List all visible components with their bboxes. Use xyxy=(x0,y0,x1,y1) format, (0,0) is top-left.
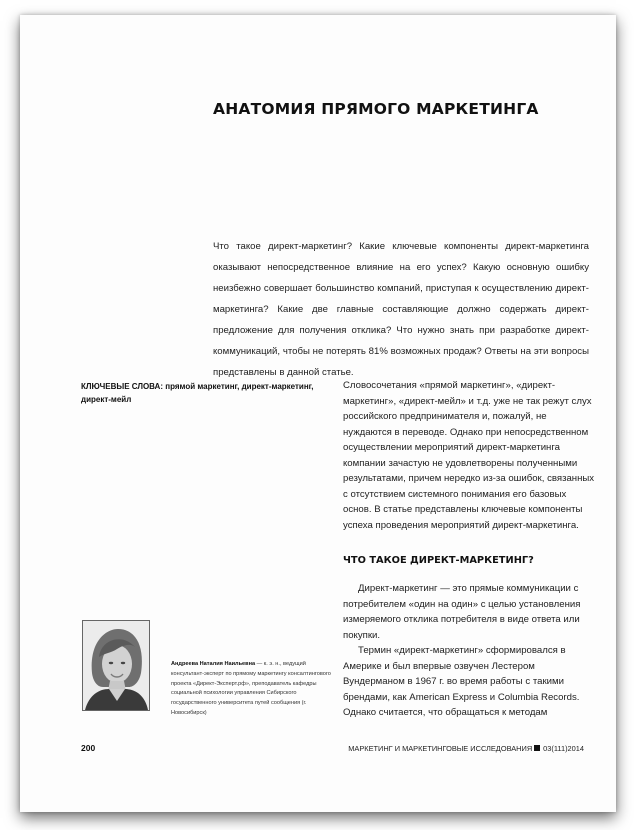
page-number: 200 xyxy=(81,743,96,753)
author-bio xyxy=(171,660,336,719)
section-paragraph: Термин «директ-маркетинг» сформировался в Америке и был впервые озвучен Лестером Вундерманом в 1967 г. во время работы с такими брендами, как American Express и Columbia Records. Однако считается, что обращаться к методам xyxy=(343,645,580,718)
section-paragraph: Директ-маркетинг — это прямые коммуникации с потребителем «один на один» с целью установления измеряемого отклика потребителя в виде ответа или покупки. xyxy=(343,583,581,641)
document-page xyxy=(20,15,616,812)
author-photo xyxy=(82,620,150,711)
article-lead: Что такое директ-маркетинг? Какие ключевые компоненты директ-маркетинга оказывают непосредственное влияние на его успех? Какую основную ошибку неизбежно совершает большинство компаний, приступая к осуществлению директ-маркетинга? Какие две главные составляющие должно содержать директ-предложение для получения отклика? Что нужно знать при разработке директ-коммуникаций, чтобы не потерять 81% возможных продаж? Ответы на эти вопросы представлены в данной статье. xyxy=(213,241,589,378)
article-title: АНАТОМИЯ ПРЯМОГО МАРКЕТИНГА xyxy=(213,100,539,118)
journal-name: МАРКЕТИНГ И МАРКЕТИНГОВЫЕ ИССЛЕДОВАНИЯ xyxy=(348,744,533,753)
keywords-block xyxy=(81,380,326,406)
keywords-list: прямой маркетинг, директ-маркетинг, директ-мейл xyxy=(81,382,314,404)
journal-issue: 03(111)2014 xyxy=(543,744,584,753)
square-bullet-icon xyxy=(534,745,540,751)
intro-column xyxy=(343,378,595,533)
section-body xyxy=(343,581,595,721)
section-heading: ЧТО ТАКОЕ ДИРЕКТ-МАРКЕТИНГ? xyxy=(343,555,534,566)
journal-footer xyxy=(348,744,584,753)
author-portrait-image xyxy=(83,621,149,710)
keywords-label: КЛЮЧЕВЫЕ СЛОВА: xyxy=(81,382,163,391)
author-name: Андреева Наталия Наильевна xyxy=(171,661,256,667)
author-description: — к. э. н., ведущий консультант-эксперт по прямому маркетингу консалтингового проекта «Директ-Эксперт.рф», преподаватель кафедры социальной психологии управления Сибирского государственного университета путей сообщения (г. Новосибирск) xyxy=(171,661,331,716)
intro-paragraph: Словосочетания «прямой маркетинг», «директ-маркетинг», «директ-мейл» и т.д. уже не так режут слух российского предпринимателя и, пожалуй, не нуждаются в переводе. Однако при непосредственном осуществлении мероприятий директ-маркетинга компании зачастую не удовлетворены полученными результатами, причем нередко из-за ошибок, связанных с отсутствием системного понимания его базовых основ. В статье представлены ключевые компоненты успеха проведения мероприятий директ-маркетинга. xyxy=(343,380,595,531)
